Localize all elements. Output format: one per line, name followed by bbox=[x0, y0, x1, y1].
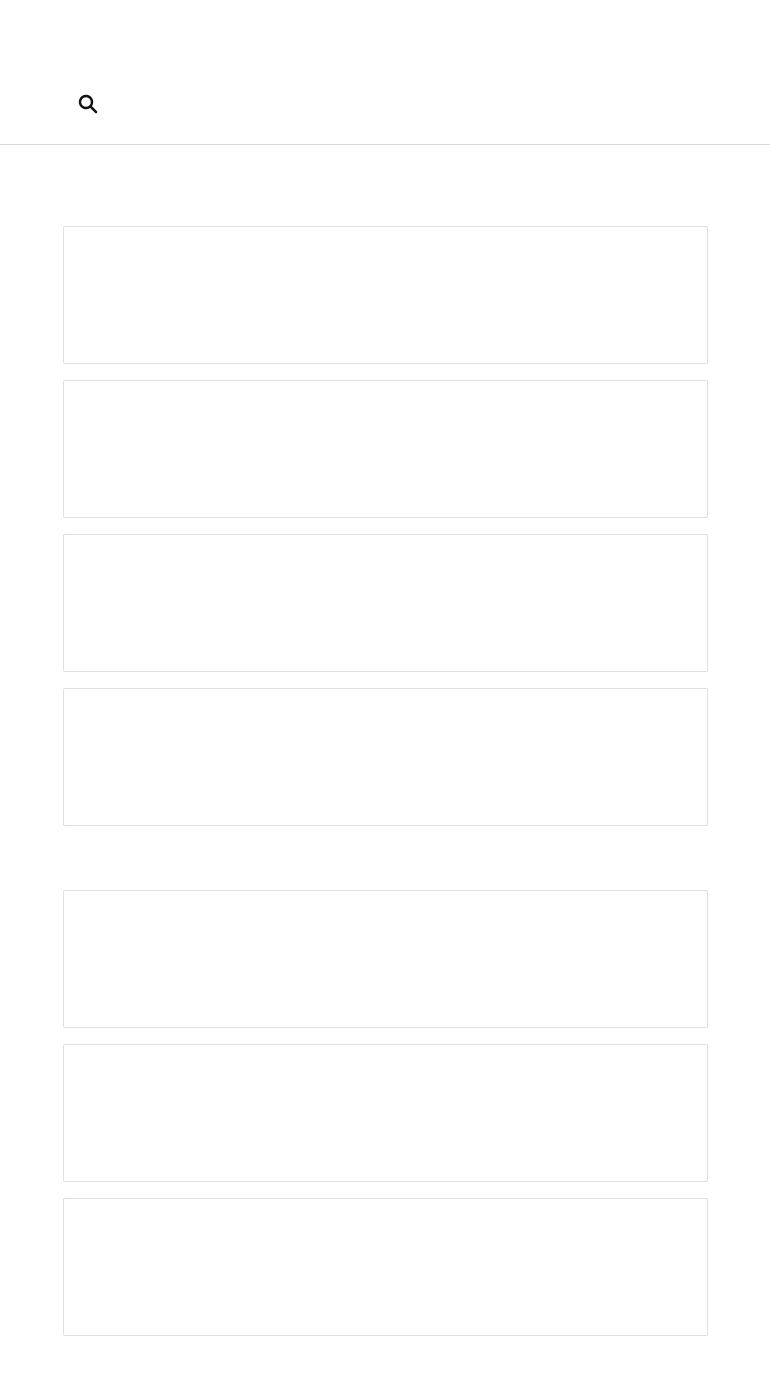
menu-item-card[interactable] bbox=[63, 226, 708, 364]
menu-section-acai-smoothies bbox=[63, 826, 708, 1336]
menu-item-card[interactable] bbox=[63, 1044, 708, 1182]
menu-item-card[interactable] bbox=[63, 380, 708, 518]
menu-item-list bbox=[63, 226, 708, 826]
menu-item-card[interactable] bbox=[63, 890, 708, 1028]
menu-section-acai-bowls bbox=[63, 145, 708, 826]
menu-content bbox=[63, 145, 708, 1336]
category-nav bbox=[0, 64, 770, 145]
search-icon bbox=[76, 92, 100, 116]
search-button[interactable] bbox=[76, 92, 100, 116]
menu-item-list bbox=[63, 890, 708, 1336]
menu-item-card[interactable] bbox=[63, 534, 708, 672]
menu-item-card[interactable] bbox=[63, 688, 708, 826]
brand-header-bar bbox=[0, 0, 770, 64]
menu-item-card[interactable] bbox=[63, 1198, 708, 1336]
